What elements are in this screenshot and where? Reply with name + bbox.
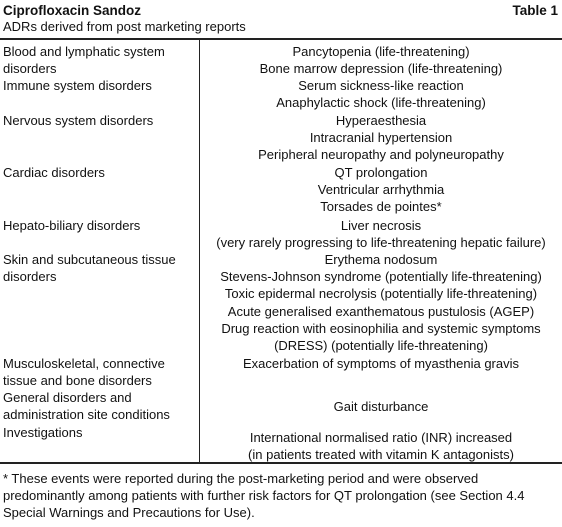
reaction-item: Toxic epidermal necrolysis (potentially life-threatening) — [224, 286, 538, 302]
reactions-general-administration — [200, 398, 562, 415]
reaction-item: Peripheral neuropathy and polyneuropathy — [258, 147, 504, 163]
reaction-item: (in patients treated with vitamin K antagonists) — [248, 447, 514, 463]
reactions-musculoskeletal — [200, 355, 562, 372]
category-immune: Immune system disorders — [3, 78, 152, 93]
category-cardiac: Cardiac disorders — [3, 165, 105, 180]
reaction-item: Ventricular arrhythmia — [317, 182, 445, 198]
reaction-item: Acute generalised exanthematous pustulosis (AGEP) — [227, 303, 535, 319]
reactions-investigations — [200, 429, 562, 463]
reaction-item: Torsades de pointes* — [320, 199, 442, 215]
category-blood-lymphatic: Blood and lymphatic system disorders — [3, 44, 165, 77]
reactions-cardiac — [200, 164, 562, 216]
reaction-item: Drug reaction with eosinophilia and systemic symptoms — [221, 320, 541, 336]
reactions-blood-lymphatic — [200, 43, 562, 77]
reaction-item: Gait disturbance — [333, 399, 429, 414]
reaction-item: Liver necrosis — [340, 218, 422, 233]
reaction-item: Erythema nodosum — [324, 252, 438, 267]
reaction-item: Exacerbation of symptoms of myasthenia gravis — [242, 356, 519, 371]
table-number-label: Table 1 — [512, 3, 558, 18]
reaction-item: (DRESS) (potentially life-threatening) — [274, 338, 488, 354]
table-header — [0, 0, 562, 40]
reaction-item: (very rarely progressing to life-threatening hepatic failure) — [216, 235, 546, 251]
adr-table-body — [0, 40, 562, 464]
document-title: Ciprofloxacin Sandoz — [3, 3, 142, 18]
category-hepato-biliary: Hepato-biliary disorders — [3, 218, 141, 233]
reaction-item: Stevens-Johnson syndrome (potentially life-threatening) — [220, 269, 542, 285]
reaction-item: Anaphylactic shock (life-threatening) — [276, 95, 486, 111]
table-subtitle: ADRs derived from post marketing reports — [3, 19, 246, 34]
reaction-item: QT prolongation — [334, 165, 428, 180]
category-musculoskeletal: Musculoskeletal, connective tissue and bone disorders — [3, 356, 165, 389]
category-skin-subcutaneous: Skin and subcutaneous tissue disorders — [3, 252, 176, 285]
reactions-hepato-biliary — [200, 217, 562, 251]
reaction-item: Intracranial hypertension — [309, 130, 453, 146]
reaction-item: Bone marrow depression (life-threatening) — [259, 61, 503, 77]
category-general-administration: General disorders and administration site conditions — [3, 390, 170, 423]
table-footnote: * These events were reported during the post-marketing period and were observed predominantly among patients with further risk factors for QT prolongation (see Section 4.4 Special Warnings and Precautions for Use). — [3, 471, 525, 521]
reaction-item: Serum sickness-like reaction — [298, 78, 464, 93]
reactions-nervous — [200, 112, 562, 164]
reaction-item: Hyperaesthesia — [335, 113, 427, 128]
reactions-skin-subcutaneous — [200, 251, 562, 354]
reaction-item: International normalised ratio (INR) increased — [249, 430, 513, 445]
reaction-item: Pancytopenia (life-threatening) — [292, 44, 470, 59]
category-nervous: Nervous system disorders — [3, 113, 154, 128]
category-investigations: Investigations — [3, 425, 83, 440]
reactions-immune — [200, 77, 562, 111]
